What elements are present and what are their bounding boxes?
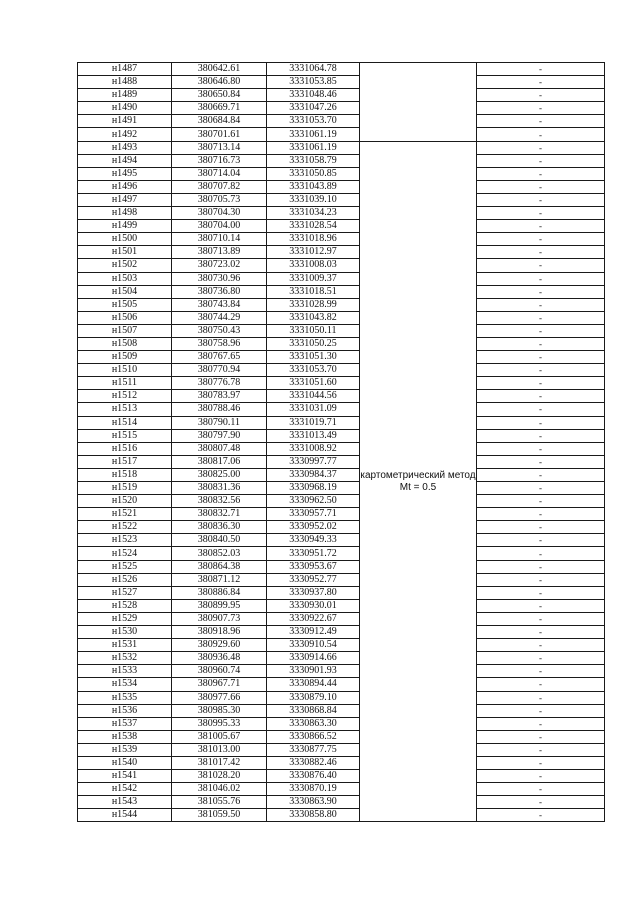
x-coordinate-cell: 380907.73 — [172, 612, 267, 625]
method-cell — [360, 63, 477, 142]
note-cell: - — [477, 154, 605, 167]
x-coordinate-cell: 380825.00 — [172, 468, 267, 481]
x-coordinate-cell: 380832.56 — [172, 495, 267, 508]
note-cell: - — [477, 495, 605, 508]
table-row — [78, 586, 605, 599]
note-cell: - — [477, 311, 605, 324]
note-cell: - — [477, 337, 605, 350]
x-coordinate-cell: 381028.20 — [172, 770, 267, 783]
x-coordinate-cell: 380985.30 — [172, 704, 267, 717]
note-cell: - — [477, 573, 605, 586]
x-coordinate-cell: 380977.66 — [172, 691, 267, 704]
point-id-cell: н1540 — [78, 756, 172, 769]
point-id-cell: н1490 — [78, 102, 172, 115]
y-coordinate-cell: 3331031.09 — [267, 403, 360, 416]
note-cell: - — [477, 180, 605, 193]
note-cell: - — [477, 586, 605, 599]
note-cell: - — [477, 547, 605, 560]
table-row — [78, 612, 605, 625]
point-id-cell: н1529 — [78, 612, 172, 625]
table-row — [78, 63, 605, 76]
point-id-cell: н1539 — [78, 743, 172, 756]
point-id-cell: н1503 — [78, 272, 172, 285]
point-id-cell: н1504 — [78, 285, 172, 298]
note-cell: - — [477, 626, 605, 639]
table-row — [78, 717, 605, 730]
x-coordinate-cell: 380918.96 — [172, 626, 267, 639]
table-row — [78, 193, 605, 206]
table-row — [78, 704, 605, 717]
coordinate-table — [77, 62, 605, 822]
y-coordinate-cell: 3331009.37 — [267, 272, 360, 285]
point-id-cell: н1531 — [78, 639, 172, 652]
point-id-cell: н1492 — [78, 128, 172, 141]
point-id-cell: н1536 — [78, 704, 172, 717]
note-cell: - — [477, 285, 605, 298]
y-coordinate-cell: 3331043.82 — [267, 311, 360, 324]
note-cell: - — [477, 717, 605, 730]
y-coordinate-cell: 3330984.37 — [267, 468, 360, 481]
table-row — [78, 468, 605, 481]
point-id-cell: н1541 — [78, 770, 172, 783]
table-row — [78, 102, 605, 115]
point-id-cell: н1521 — [78, 508, 172, 521]
note-cell: - — [477, 442, 605, 455]
y-coordinate-cell: 3330952.77 — [267, 573, 360, 586]
table-row — [78, 246, 605, 259]
point-id-cell: н1515 — [78, 429, 172, 442]
table-row — [78, 495, 605, 508]
point-id-cell: н1514 — [78, 416, 172, 429]
table-row — [78, 783, 605, 796]
y-coordinate-cell: 3331047.26 — [267, 102, 360, 115]
y-coordinate-cell: 3331018.51 — [267, 285, 360, 298]
x-coordinate-cell: 380646.80 — [172, 76, 267, 89]
point-id-cell: н1498 — [78, 207, 172, 220]
point-id-cell: н1524 — [78, 547, 172, 560]
point-id-cell: н1510 — [78, 364, 172, 377]
y-coordinate-cell: 3331053.70 — [267, 364, 360, 377]
point-id-cell: н1511 — [78, 377, 172, 390]
table-row — [78, 351, 605, 364]
point-id-cell: н1487 — [78, 63, 172, 76]
table-row — [78, 626, 605, 639]
table-row — [78, 599, 605, 612]
x-coordinate-cell: 380723.02 — [172, 259, 267, 272]
x-coordinate-cell: 380704.00 — [172, 220, 267, 233]
x-coordinate-cell: 380852.03 — [172, 547, 267, 560]
table-row — [78, 796, 605, 809]
x-coordinate-cell: 380642.61 — [172, 63, 267, 76]
note-cell: - — [477, 678, 605, 691]
x-coordinate-cell: 380713.89 — [172, 246, 267, 259]
point-id-cell: н1544 — [78, 809, 172, 822]
note-cell: - — [477, 193, 605, 206]
x-coordinate-cell: 381055.76 — [172, 796, 267, 809]
table-row — [78, 809, 605, 822]
x-coordinate-cell: 380744.29 — [172, 311, 267, 324]
table-row — [78, 416, 605, 429]
y-coordinate-cell: 3331058.79 — [267, 154, 360, 167]
point-id-cell: н1535 — [78, 691, 172, 704]
table-row — [78, 665, 605, 678]
x-coordinate-cell: 381046.02 — [172, 783, 267, 796]
y-coordinate-cell: 3331061.19 — [267, 128, 360, 141]
note-cell: - — [477, 508, 605, 521]
y-coordinate-cell: 3330914.66 — [267, 652, 360, 665]
x-coordinate-cell: 380871.12 — [172, 573, 267, 586]
note-cell: - — [477, 665, 605, 678]
point-id-cell: н1543 — [78, 796, 172, 809]
x-coordinate-cell: 381013.00 — [172, 743, 267, 756]
note-cell: - — [477, 534, 605, 547]
table-row — [78, 76, 605, 89]
note-cell: - — [477, 416, 605, 429]
table-row — [78, 730, 605, 743]
note-cell: - — [477, 560, 605, 573]
x-coordinate-cell: 380967.71 — [172, 678, 267, 691]
x-coordinate-cell: 380936.48 — [172, 652, 267, 665]
note-cell: - — [477, 809, 605, 822]
note-cell: - — [477, 63, 605, 76]
x-coordinate-cell: 380716.73 — [172, 154, 267, 167]
note-cell: - — [477, 429, 605, 442]
table-row — [78, 508, 605, 521]
point-id-cell: н1489 — [78, 89, 172, 102]
y-coordinate-cell: 3330930.01 — [267, 599, 360, 612]
y-coordinate-cell: 3330863.30 — [267, 717, 360, 730]
table-row — [78, 482, 605, 495]
note-cell: - — [477, 783, 605, 796]
y-coordinate-cell: 3331050.11 — [267, 324, 360, 337]
point-id-cell: н1512 — [78, 390, 172, 403]
table-row — [78, 207, 605, 220]
y-coordinate-cell: 3331043.89 — [267, 180, 360, 193]
note-cell: - — [477, 521, 605, 534]
note-cell: - — [477, 233, 605, 246]
point-id-cell: н1488 — [78, 76, 172, 89]
table-row — [78, 560, 605, 573]
x-coordinate-cell: 380886.84 — [172, 586, 267, 599]
y-coordinate-cell: 3330868.84 — [267, 704, 360, 717]
point-id-cell: н1537 — [78, 717, 172, 730]
note-cell: - — [477, 351, 605, 364]
y-coordinate-cell: 3330882.46 — [267, 756, 360, 769]
x-coordinate-cell: 380684.84 — [172, 115, 267, 128]
table-row — [78, 547, 605, 560]
y-coordinate-cell: 3330870.19 — [267, 783, 360, 796]
y-coordinate-cell: 3330937.80 — [267, 586, 360, 599]
note-cell: - — [477, 259, 605, 272]
x-coordinate-cell: 380758.96 — [172, 337, 267, 350]
y-coordinate-cell: 3330962.50 — [267, 495, 360, 508]
note-cell: - — [477, 455, 605, 468]
point-id-cell: н1501 — [78, 246, 172, 259]
point-id-cell: н1506 — [78, 311, 172, 324]
point-id-cell: н1495 — [78, 167, 172, 180]
x-coordinate-cell: 380714.04 — [172, 167, 267, 180]
y-coordinate-cell: 3331064.78 — [267, 63, 360, 76]
table-row — [78, 285, 605, 298]
coordinate-table-body — [78, 63, 605, 822]
table-row — [78, 678, 605, 691]
note-cell: - — [477, 272, 605, 285]
y-coordinate-cell: 3331012.97 — [267, 246, 360, 259]
point-id-cell: н1505 — [78, 298, 172, 311]
point-id-cell: н1538 — [78, 730, 172, 743]
x-coordinate-cell: 380713.14 — [172, 141, 267, 154]
table-row — [78, 180, 605, 193]
table-row — [78, 390, 605, 403]
y-coordinate-cell: 3330968.19 — [267, 482, 360, 495]
table-row — [78, 770, 605, 783]
x-coordinate-cell: 380776.78 — [172, 377, 267, 390]
y-coordinate-cell: 3330877.75 — [267, 743, 360, 756]
note-cell: - — [477, 730, 605, 743]
point-id-cell: н1500 — [78, 233, 172, 246]
note-cell: - — [477, 364, 605, 377]
note-cell: - — [477, 167, 605, 180]
point-id-cell: н1497 — [78, 193, 172, 206]
y-coordinate-cell: 3331061.19 — [267, 141, 360, 154]
note-cell: - — [477, 89, 605, 102]
note-cell: - — [477, 76, 605, 89]
note-cell: - — [477, 756, 605, 769]
y-coordinate-cell: 3331053.85 — [267, 76, 360, 89]
table-row — [78, 429, 605, 442]
point-id-cell: н1525 — [78, 560, 172, 573]
note-cell: - — [477, 128, 605, 141]
note-cell: - — [477, 298, 605, 311]
y-coordinate-cell: 3331008.92 — [267, 442, 360, 455]
y-coordinate-cell: 3330894.44 — [267, 678, 360, 691]
table-row — [78, 743, 605, 756]
x-coordinate-cell: 380705.73 — [172, 193, 267, 206]
x-coordinate-cell: 380836.30 — [172, 521, 267, 534]
note-cell: - — [477, 390, 605, 403]
y-coordinate-cell: 3331028.54 — [267, 220, 360, 233]
x-coordinate-cell: 381059.50 — [172, 809, 267, 822]
y-coordinate-cell: 3330953.67 — [267, 560, 360, 573]
table-row — [78, 233, 605, 246]
x-coordinate-cell: 381017.42 — [172, 756, 267, 769]
point-id-cell: н1533 — [78, 665, 172, 678]
note-cell: - — [477, 599, 605, 612]
y-coordinate-cell: 3330866.52 — [267, 730, 360, 743]
note-cell: - — [477, 403, 605, 416]
y-coordinate-cell: 3330951.72 — [267, 547, 360, 560]
x-coordinate-cell: 380995.33 — [172, 717, 267, 730]
note-cell: - — [477, 770, 605, 783]
note-cell: - — [477, 246, 605, 259]
x-coordinate-cell: 381005.67 — [172, 730, 267, 743]
note-cell: - — [477, 639, 605, 652]
y-coordinate-cell: 3330901.93 — [267, 665, 360, 678]
table-row — [78, 521, 605, 534]
y-coordinate-cell: 3330910.54 — [267, 639, 360, 652]
point-id-cell: н1523 — [78, 534, 172, 547]
table-row — [78, 220, 605, 233]
y-coordinate-cell: 3331051.30 — [267, 351, 360, 364]
y-coordinate-cell: 3330952.02 — [267, 521, 360, 534]
point-id-cell: н1522 — [78, 521, 172, 534]
table-row — [78, 364, 605, 377]
table-row — [78, 298, 605, 311]
note-cell: - — [477, 691, 605, 704]
y-coordinate-cell: 3331039.10 — [267, 193, 360, 206]
point-id-cell: н1520 — [78, 495, 172, 508]
table-row — [78, 167, 605, 180]
table-row — [78, 377, 605, 390]
point-id-cell: н1534 — [78, 678, 172, 691]
point-id-cell: н1509 — [78, 351, 172, 364]
x-coordinate-cell: 380788.46 — [172, 403, 267, 416]
table-row — [78, 652, 605, 665]
table-row — [78, 272, 605, 285]
point-id-cell: н1518 — [78, 468, 172, 481]
table-row — [78, 89, 605, 102]
x-coordinate-cell: 380770.94 — [172, 364, 267, 377]
note-cell: - — [477, 115, 605, 128]
y-coordinate-cell: 3330949.33 — [267, 534, 360, 547]
note-cell: - — [477, 704, 605, 717]
note-cell: - — [477, 207, 605, 220]
x-coordinate-cell: 380743.84 — [172, 298, 267, 311]
point-id-cell: н1519 — [78, 482, 172, 495]
note-cell: - — [477, 377, 605, 390]
x-coordinate-cell: 380832.71 — [172, 508, 267, 521]
point-id-cell: н1526 — [78, 573, 172, 586]
y-coordinate-cell: 3330876.40 — [267, 770, 360, 783]
table-row — [78, 455, 605, 468]
table-row — [78, 337, 605, 350]
note-cell: - — [477, 102, 605, 115]
table-row — [78, 403, 605, 416]
point-id-cell: н1508 — [78, 337, 172, 350]
table-row — [78, 324, 605, 337]
method-cell: картометрический метод Mt = 0.5 — [360, 141, 477, 822]
y-coordinate-cell: 3331050.85 — [267, 167, 360, 180]
x-coordinate-cell: 380797.90 — [172, 429, 267, 442]
y-coordinate-cell: 3331053.70 — [267, 115, 360, 128]
x-coordinate-cell: 380650.84 — [172, 89, 267, 102]
point-id-cell: н1499 — [78, 220, 172, 233]
table-row — [78, 128, 605, 141]
x-coordinate-cell: 380767.65 — [172, 351, 267, 364]
x-coordinate-cell: 380707.82 — [172, 180, 267, 193]
table-row — [78, 115, 605, 128]
point-id-cell: н1494 — [78, 154, 172, 167]
table-row — [78, 756, 605, 769]
note-cell: - — [477, 612, 605, 625]
point-id-cell: н1516 — [78, 442, 172, 455]
point-id-cell: н1502 — [78, 259, 172, 272]
point-id-cell: н1527 — [78, 586, 172, 599]
note-cell: - — [477, 468, 605, 481]
y-coordinate-cell: 3331018.96 — [267, 233, 360, 246]
note-cell: - — [477, 482, 605, 495]
y-coordinate-cell: 3330922.67 — [267, 612, 360, 625]
point-id-cell: н1493 — [78, 141, 172, 154]
y-coordinate-cell: 3330863.90 — [267, 796, 360, 809]
point-id-cell: н1496 — [78, 180, 172, 193]
x-coordinate-cell: 380899.95 — [172, 599, 267, 612]
point-id-cell: н1491 — [78, 115, 172, 128]
x-coordinate-cell: 380710.14 — [172, 233, 267, 246]
x-coordinate-cell: 380817.06 — [172, 455, 267, 468]
x-coordinate-cell: 380701.61 — [172, 128, 267, 141]
point-id-cell: н1530 — [78, 626, 172, 639]
x-coordinate-cell: 380750.43 — [172, 324, 267, 337]
point-id-cell: н1528 — [78, 599, 172, 612]
x-coordinate-cell: 380864.38 — [172, 560, 267, 573]
note-cell: - — [477, 324, 605, 337]
table-row — [78, 534, 605, 547]
x-coordinate-cell: 380840.50 — [172, 534, 267, 547]
y-coordinate-cell: 3331019.71 — [267, 416, 360, 429]
point-id-cell: н1542 — [78, 783, 172, 796]
table-row — [78, 442, 605, 455]
y-coordinate-cell: 3330997.77 — [267, 455, 360, 468]
point-id-cell: н1517 — [78, 455, 172, 468]
y-coordinate-cell: 3330858.80 — [267, 809, 360, 822]
y-coordinate-cell: 3331008.03 — [267, 259, 360, 272]
point-id-cell: н1507 — [78, 324, 172, 337]
note-cell: - — [477, 652, 605, 665]
note-cell: - — [477, 141, 605, 154]
y-coordinate-cell: 3331048.46 — [267, 89, 360, 102]
x-coordinate-cell: 380790.11 — [172, 416, 267, 429]
table-row — [78, 311, 605, 324]
x-coordinate-cell: 380704.30 — [172, 207, 267, 220]
note-cell: - — [477, 743, 605, 756]
y-coordinate-cell: 3330879.10 — [267, 691, 360, 704]
table-row — [78, 639, 605, 652]
x-coordinate-cell: 380730.96 — [172, 272, 267, 285]
point-id-cell: н1532 — [78, 652, 172, 665]
table-row — [78, 573, 605, 586]
point-id-cell: н1513 — [78, 403, 172, 416]
y-coordinate-cell: 3331051.60 — [267, 377, 360, 390]
y-coordinate-cell: 3331050.25 — [267, 337, 360, 350]
table-row — [78, 154, 605, 167]
x-coordinate-cell: 380736.80 — [172, 285, 267, 298]
y-coordinate-cell: 3331034.23 — [267, 207, 360, 220]
x-coordinate-cell: 380960.74 — [172, 665, 267, 678]
y-coordinate-cell: 3331044.56 — [267, 390, 360, 403]
note-cell: - — [477, 220, 605, 233]
table-row — [78, 259, 605, 272]
table-row — [78, 141, 605, 154]
x-coordinate-cell: 380669.71 — [172, 102, 267, 115]
y-coordinate-cell: 3331013.49 — [267, 429, 360, 442]
y-coordinate-cell: 3330957.71 — [267, 508, 360, 521]
x-coordinate-cell: 380807.48 — [172, 442, 267, 455]
table-row — [78, 691, 605, 704]
y-coordinate-cell: 3331028.99 — [267, 298, 360, 311]
x-coordinate-cell: 380929.60 — [172, 639, 267, 652]
x-coordinate-cell: 380831.36 — [172, 482, 267, 495]
y-coordinate-cell: 3330912.49 — [267, 626, 360, 639]
note-cell: - — [477, 796, 605, 809]
x-coordinate-cell: 380783.97 — [172, 390, 267, 403]
